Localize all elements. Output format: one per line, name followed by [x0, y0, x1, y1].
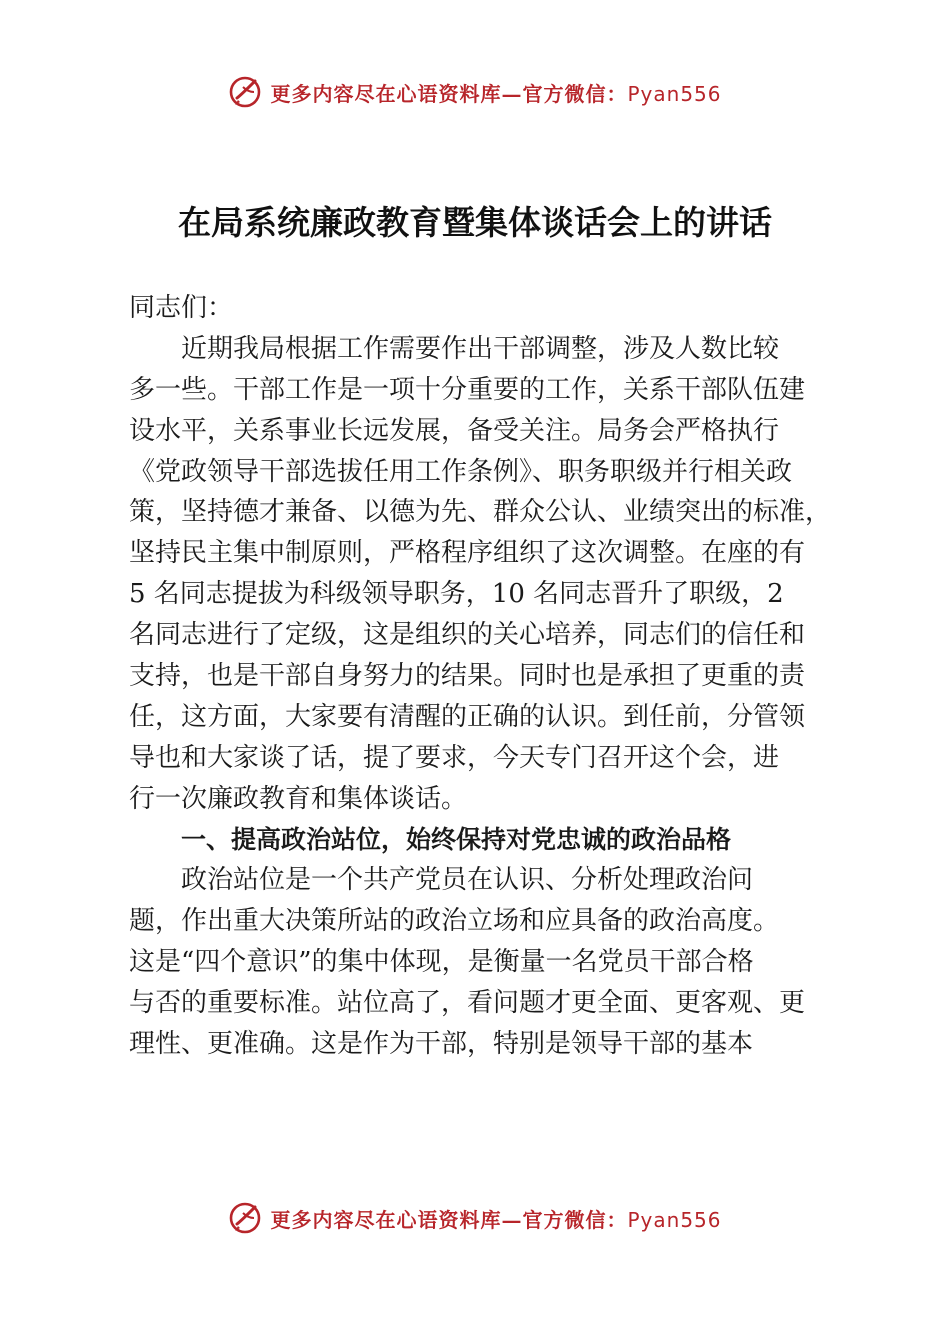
paragraph-1-line: 行一次廉政教育和集体谈话。: [129, 783, 468, 814]
paragraph-1-line: 《党政领导干部选拔任用工作条例》、职务职级并行相关政: [129, 456, 793, 487]
paragraph-1-line: 名同志进行了定级，这是组织的关心培养，同志们的信任和: [129, 620, 806, 651]
pen-logo-icon: [228, 1201, 262, 1235]
pen-logo-icon: [228, 75, 262, 109]
paragraph-1-line: 5 名同志提拔为科级领导职务，10 名同志晋升了职级，2: [129, 579, 784, 610]
paragraph-2-line: 这是“四个意识”的集中体现，是衡量一名党员干部合格: [129, 947, 754, 978]
paragraph-2-line: 与否的重要标准。站位高了，看问题才更全面、更客观、更: [129, 988, 806, 1019]
banner-text: [270, 1204, 721, 1233]
paragraph-1-line: 近期我局根据工作需要作出干部调整，涉及人数比较: [181, 333, 780, 364]
paragraph-1-line: 策，坚持德才兼备、以德为先、群众公认、业绩突出的标准，: [129, 497, 832, 528]
paragraph-1-line: 支持，也是干部自身努力的结果。同时也是承担了更重的责: [129, 661, 806, 692]
banner-text-cn: 更多内容尽在心语资料库—官方微信：: [270, 81, 628, 106]
document-title: 在局系统廉政教育暨集体谈话会上的讲话: [178, 203, 772, 242]
paragraph-1-line: 设水平，关系事业长远发展，备受关注。局务会严格执行: [129, 415, 780, 446]
section-1-heading: 一、提高政治站位，始终保持对党忠诚的政治品格: [181, 824, 732, 854]
paragraph-2-line: 政治站位是一个共产党员在认识、分析处理政治问: [181, 865, 754, 896]
document-body: [129, 288, 859, 1065]
paragraph-1-line: 任，这方面，大家要有清醒的正确的认识。到任前，分管领: [129, 701, 806, 732]
banner-wechat-id: Pyan556: [627, 1207, 722, 1232]
header-banner: [0, 72, 950, 112]
paragraph-1-line: 导也和大家谈了话，提了要求，今天专门召开这个会，进: [129, 742, 780, 773]
footer-banner: [0, 1198, 950, 1238]
paragraph-2-line: 理性、更准确。这是作为干部，特别是领导干部的基本: [129, 1029, 754, 1060]
paragraph-1-line: 多一些。干部工作是一项十分重要的工作，关系干部队伍建: [129, 374, 806, 405]
paragraph-2-line: 题，作出重大决策所站的政治立场和应具备的政治高度。: [129, 906, 780, 937]
banner-wechat-id: Pyan556: [627, 81, 722, 106]
banner-text: [270, 78, 721, 107]
salutation: 同志们：: [129, 293, 234, 323]
paragraph-1-line: 坚持民主集中制原则，严格程序组织了这次调整。在座的有: [129, 538, 806, 569]
banner-text-cn: 更多内容尽在心语资料库—官方微信：: [270, 1207, 628, 1232]
